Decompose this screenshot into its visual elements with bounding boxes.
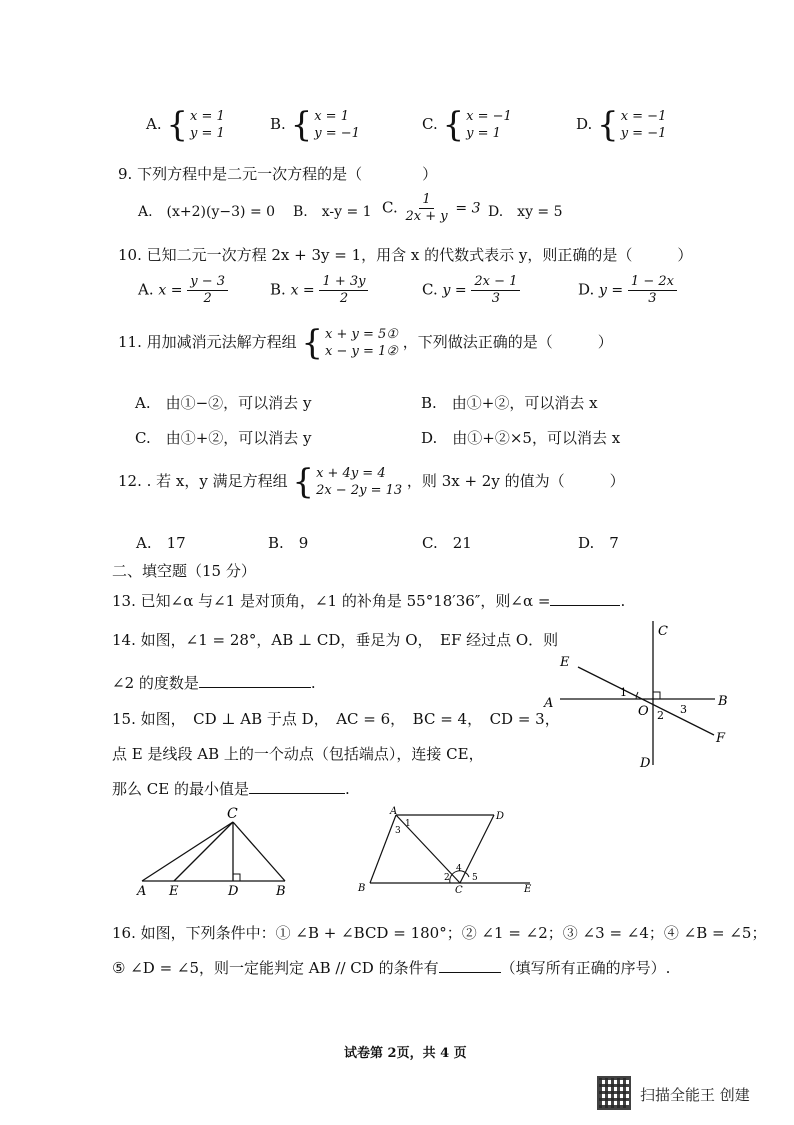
q8-option-d: D. { x = −1 y = −1 — [576, 105, 667, 145]
q8-option-a: A. { x = 1 y = 1 — [146, 105, 225, 145]
q9-option-c: C. $\frac{1}{2x + y}$ = 3 — [382, 192, 481, 224]
angle-2-label: 2 — [657, 709, 664, 722]
section-heading: 二、填空题（15 分） — [112, 562, 256, 580]
q12-option-c: C. 21 — [422, 534, 472, 552]
answer-blank[interactable] — [249, 779, 345, 794]
equation-system: { x = 1 y = −1 — [290, 105, 360, 145]
figure-q15 — [130, 805, 300, 900]
q12-option-a: A. 17 — [136, 534, 186, 552]
q9-stem: 9. 下列方程中是二元一次方程的是（ ） — [118, 165, 438, 183]
q9-option-d: D. xy = 5 — [488, 204, 563, 220]
angle-1-label: 1 — [620, 686, 627, 699]
label-o: O — [638, 704, 649, 719]
q9-option-b: B. x-y = 1 — [293, 204, 372, 220]
q8-option-c: C. { x = −1 y = 1 — [422, 105, 512, 145]
q11-option-a: A. 由①−②，可以消去 y — [135, 394, 312, 412]
equation-system: { x = −1 y = 1 — [442, 105, 512, 145]
angle-5-label: 5 — [472, 873, 478, 883]
q10-option-b: B. x = $\frac{1 + 3y}{2}$ — [270, 274, 368, 307]
q9-option-a: A. (x+2)(y−3) = 0 — [138, 204, 276, 220]
label-e: E — [560, 655, 570, 670]
q15-line1: 15. 如图， CD ⊥ AB 于点 D， AC = 6， BC = 4， CD = 3， — [112, 710, 560, 728]
label-d: D — [496, 811, 505, 822]
fraction: $\frac{1}{2x + y}$ — [405, 192, 448, 224]
answer-blank[interactable] — [550, 591, 620, 606]
q14-line2: ∠2 的度数是 . — [112, 674, 316, 692]
q10-option-c: C. y = $\frac{2x - 1}{3}$ — [422, 274, 520, 307]
equation-system: { x = −1 y = −1 — [597, 105, 667, 145]
label-c: C — [455, 885, 463, 895]
q16-line2: ⑤ ∠D = ∠5，则一定能判定 AB // CD 的条件有 （填写所有正确的序号）. — [112, 959, 671, 977]
q11-option-b: B. 由①+②，可以消去 x — [421, 394, 598, 412]
angle-2-label: 2 — [444, 873, 450, 883]
label-a: A — [137, 884, 147, 899]
q15-line3: 那么 CE 的最小值是 . — [112, 780, 350, 798]
q12-option-b: B. 9 — [268, 534, 309, 552]
label-b: B — [718, 694, 728, 709]
angle-3-label: 3 — [680, 703, 687, 716]
q16-line1: 16. 如图，下列条件中：① ∠B + ∠BCD = 180°；② ∠1 = ∠2；③ ∠3 = ∠4；④ ∠B = ∠5； — [112, 924, 767, 942]
q12-option-d: D. 7 — [578, 534, 619, 552]
q13-text: 13. 已知∠α 与∠1 是对顶角，∠1 的补角是 55°18′36″，则∠α = . — [112, 592, 626, 610]
angle-3-label: 3 — [395, 826, 401, 836]
equation-system: { x = 1 y = 1 — [166, 105, 225, 145]
q14-line1: 14. 如图，∠1 = 28°，AB ⊥ CD，垂足为 O， EF 经过点 O．则 — [112, 631, 559, 649]
figure-q16 — [352, 805, 537, 895]
q10-stem: 10. 已知二元一次方程 2x + 3y = 1，用含 x 的代数式表示 y，则正确的是（ ） — [118, 246, 693, 264]
q11-option-c: C. 由①+②，可以消去 y — [135, 429, 312, 447]
label-d: D — [228, 884, 239, 899]
q11-stem: 11. 用加减消元法解方程组 { x + y = 5① x − y = 1② ，下列做法正确的是（ ） — [118, 323, 613, 363]
label-e: E — [169, 884, 179, 899]
label-b: B — [276, 884, 286, 899]
q15-line2: 点 E 是线段 AB 上的一个动点（包括端点），连接 CE， — [112, 745, 484, 763]
page-footer: 试卷第 2页，共 4 页 — [344, 1046, 467, 1061]
q10-option-d: D. y = $\frac{1 - 2x}{3}$ — [578, 274, 677, 307]
label-f: F — [716, 731, 726, 746]
label-a: A — [390, 806, 398, 817]
label-d: D — [640, 756, 651, 771]
label-e: E — [524, 884, 532, 895]
q12-stem: 12. . 若 x，y 满足方程组 { x + 4y = 4 2x − 2y = 13 ，则 3x + 2y 的值为（ ） — [118, 462, 625, 502]
q11-option-d: D. 由①+②×5，可以消去 x — [421, 429, 621, 447]
answer-blank[interactable] — [439, 958, 501, 973]
label-c: C — [227, 806, 238, 822]
figure-q14 — [540, 615, 740, 775]
q8-option-b: B. { x = 1 y = −1 — [270, 105, 360, 145]
label-b: B — [358, 883, 366, 894]
label-c: C — [658, 624, 668, 639]
answer-blank[interactable] — [199, 673, 311, 688]
q10-option-a: A. x = $\frac{y - 3}{2}$ — [138, 274, 228, 307]
scanner-watermark: 扫描全能王 创建 — [640, 1086, 750, 1104]
qr-code-icon — [597, 1076, 631, 1110]
label-a: A — [544, 696, 554, 711]
angle-1-label: 1 — [405, 819, 411, 829]
angle-4-label: 4 — [456, 864, 462, 874]
